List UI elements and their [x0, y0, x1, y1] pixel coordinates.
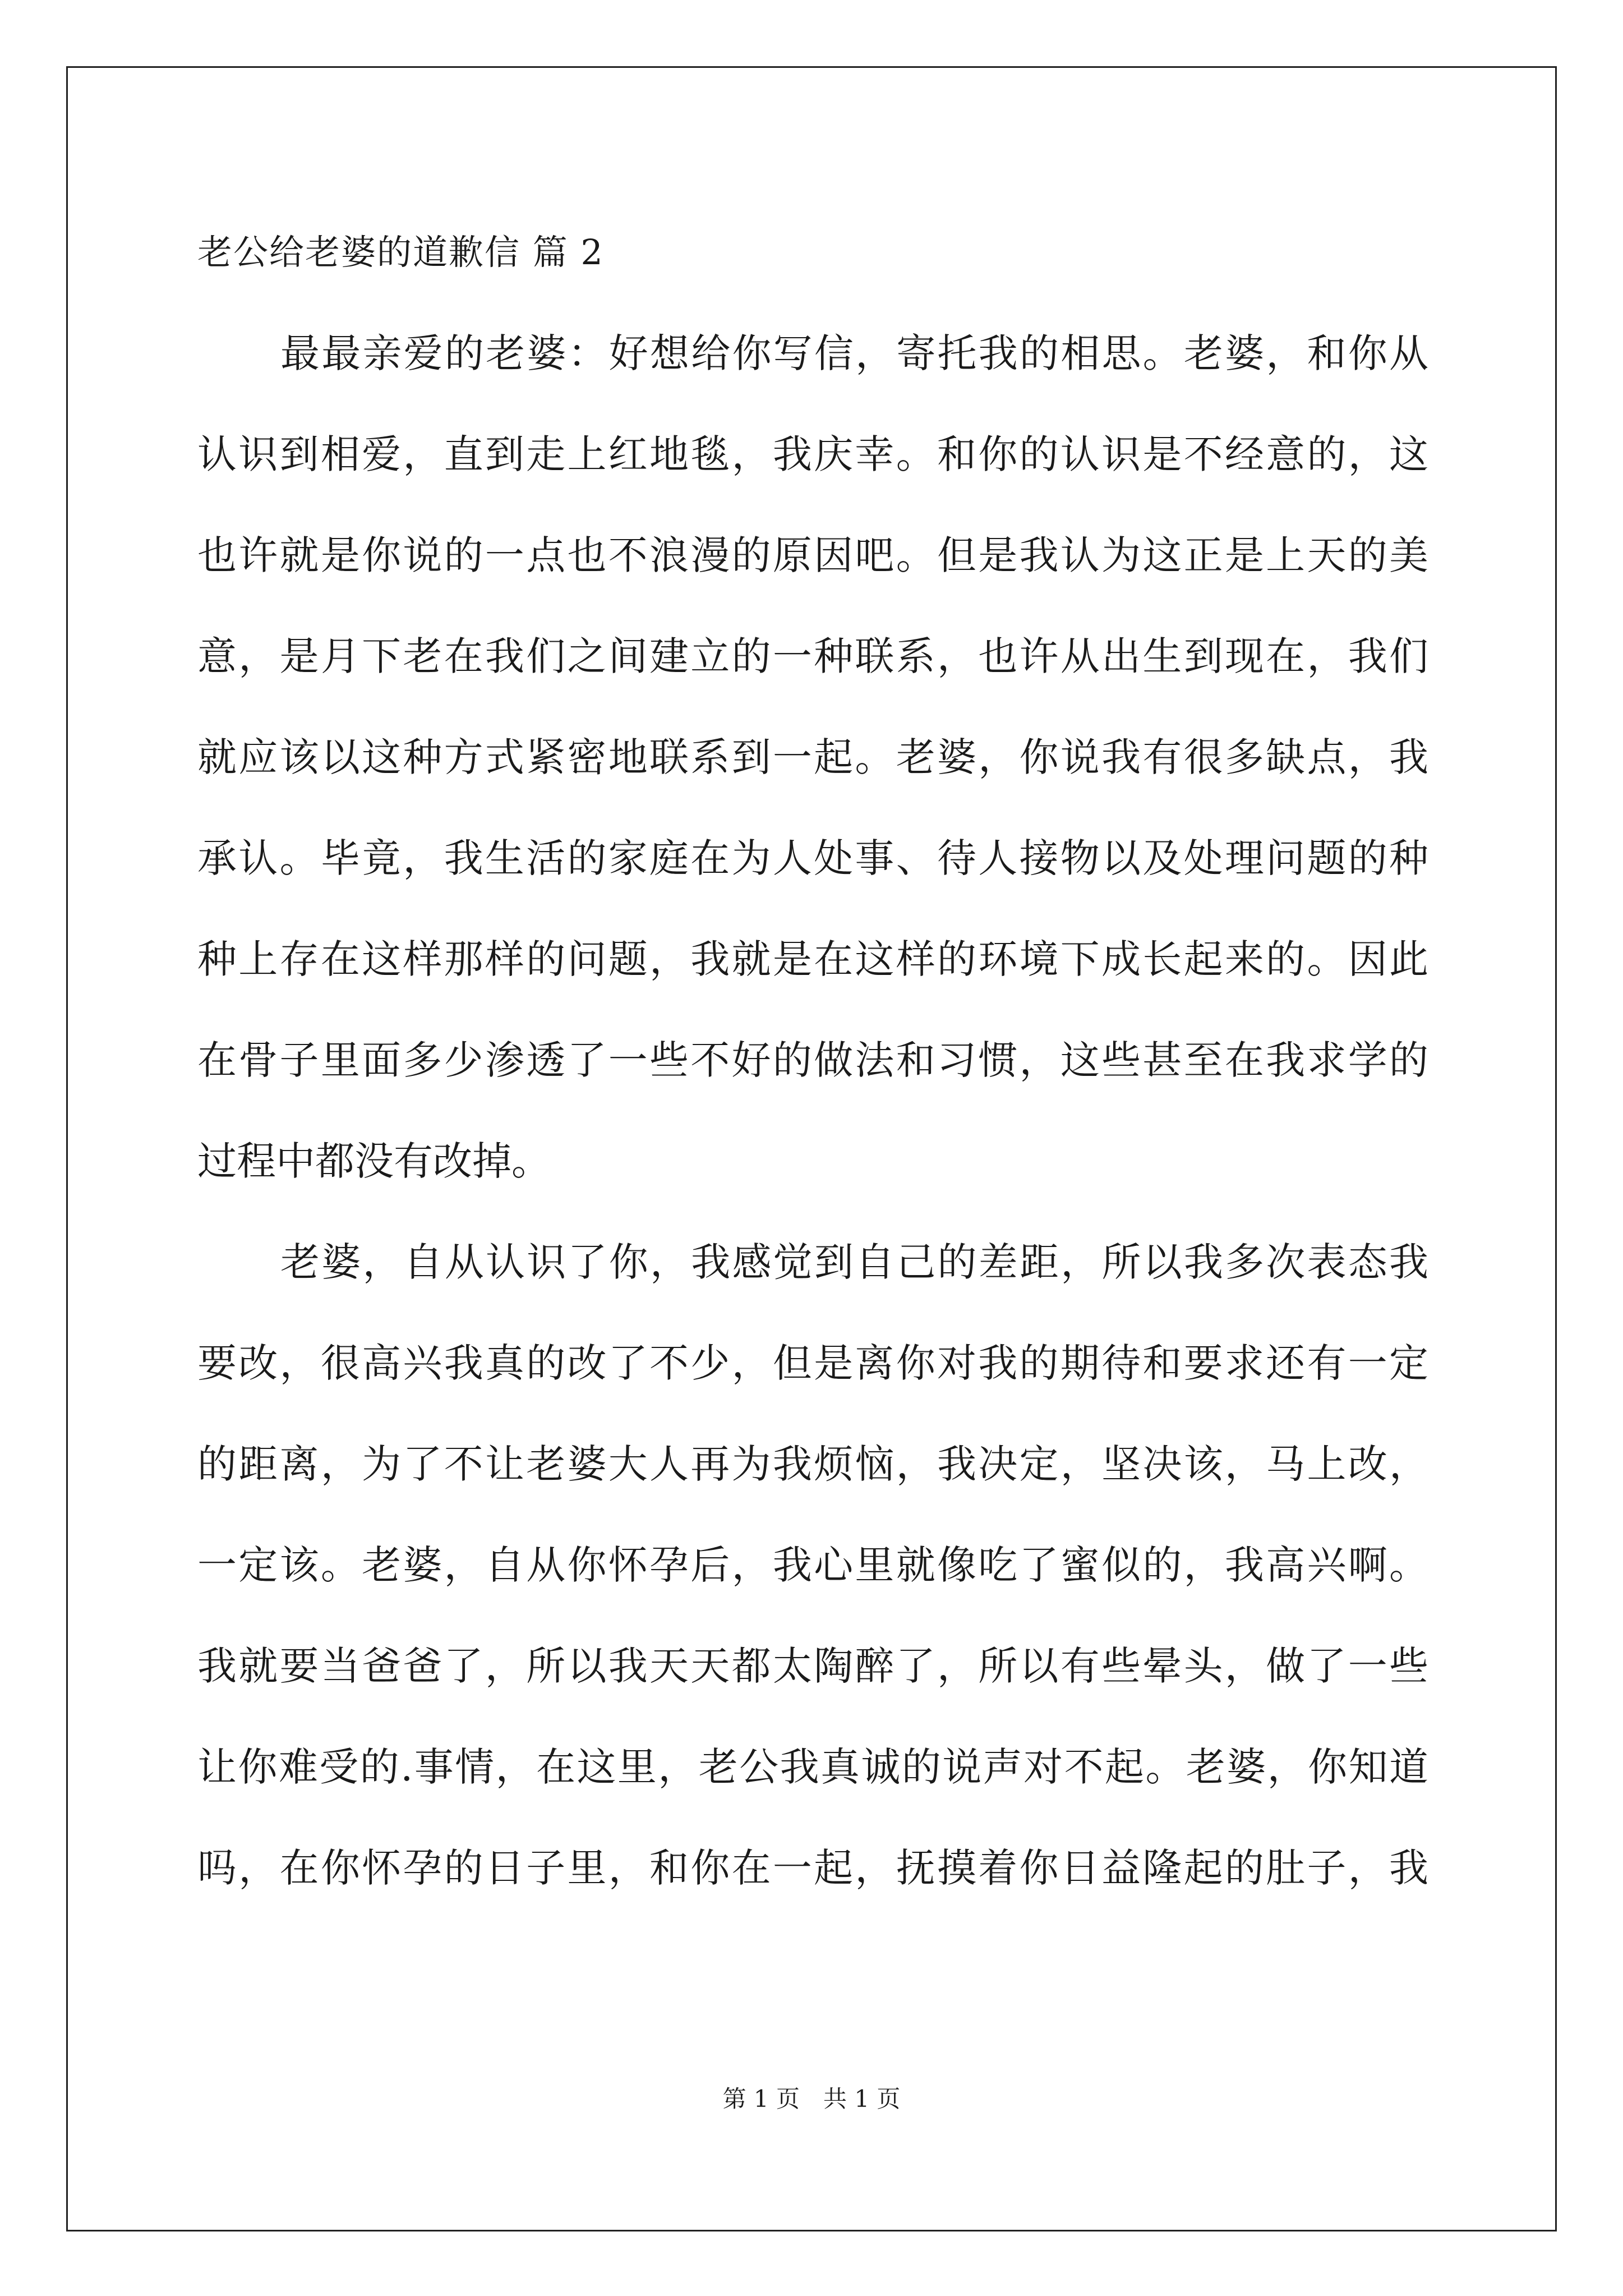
document-title: 老公给老婆的道歉信 篇 2: [197, 232, 604, 273]
text-line-7: 种上存在这样那样的问题，我就是在这样的环境下成长起来的。因此: [197, 936, 1428, 982]
text-line-10: 老婆，自从认识了你，我感觉到自己的差距，所以我多次表态我: [280, 1239, 1428, 1285]
text-line-11: 要改，很高兴我真的改了不少，但是离你对我的期待和要求还有一定: [197, 1340, 1428, 1386]
text-line-9: 过程中都没有改掉。: [197, 1138, 551, 1184]
text-line-16: 吗，在你怀孕的日子里，和你在一起，抚摸着你日益隆起的肚子，我: [197, 1845, 1428, 1891]
text-line-6: 承认。毕竟，我生活的家庭在为人处事、待人接物以及处理问题的种: [197, 835, 1428, 881]
text-line-14: 我就要当爸爸了，所以我天天都太陶醉了，所以有些晕头，做了一些: [197, 1643, 1428, 1689]
text-line-5: 就应该以这种方式紧密地联系到一起。老婆，你说我有很多缺点，我: [197, 734, 1428, 780]
text-line-13: 一定该。老婆，自从你怀孕后，我心里就像吃了蜜似的，我高兴啊。: [197, 1542, 1428, 1588]
page-footer: 第 1 页 共 1 页: [722, 2085, 901, 2113]
text-line-2: 认识到相爱，直到走上红地毯，我庆幸。和你的认识是不经意的，这: [197, 431, 1428, 477]
text-line-4: 意，是月下老在我们之间建立的一种联系，也许从出生到现在，我们: [197, 633, 1428, 679]
text-line-15: 让你难受的.事情，在这里，老公我真诚的说声对不起。老婆，你知道: [197, 1744, 1428, 1790]
text-line-1: 最最亲爱的老婆：好想给你写信，寄托我的相思。老婆，和你从: [280, 330, 1428, 376]
text-line-8: 在骨子里面多少渗透了一些不好的做法和习惯，这些甚至在我求学的: [197, 1037, 1428, 1083]
text-line-3: 也许就是你说的一点也不浪漫的原因吧。但是我认为这正是上天的美: [197, 532, 1428, 578]
text-line-12: 的距离，为了不让老婆大人再为我烦恼，我决定，坚决该，马上改，: [197, 1441, 1428, 1487]
